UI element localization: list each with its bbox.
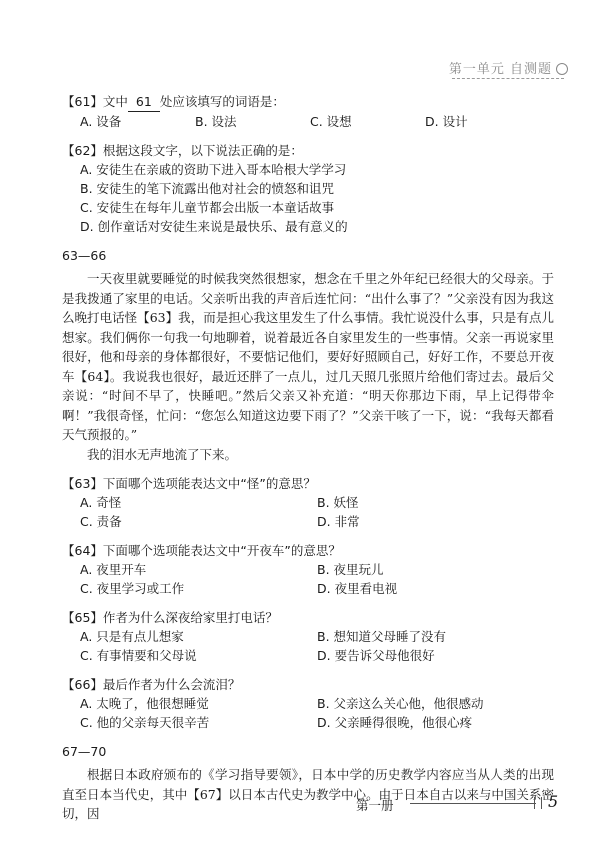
question-62-options (62, 160, 554, 236)
section-header-text: 第一单元 自测题 (448, 62, 552, 77)
question-range-67-70: 67—70 (62, 744, 107, 759)
question-61-stem: 【61】文中 61 处应该填写的词语是： (62, 92, 554, 112)
option: D. 父亲睡得很晚，他很心疼 (317, 715, 473, 730)
circle-icon (556, 63, 568, 75)
option: B. 夜里玩儿 (317, 562, 384, 577)
option: A. 设备 (80, 114, 122, 129)
question-65-stem: 【65】作者为什么深夜给家里打电话？ (62, 610, 278, 625)
question-63-options (62, 493, 554, 531)
question-range-63-66: 63—66 (62, 248, 107, 263)
header-rule (452, 78, 564, 79)
question-62 (62, 141, 554, 236)
question-64-options (62, 560, 554, 598)
option: C. 夜里学习或工作 (80, 581, 185, 596)
question-65-options (62, 627, 554, 665)
question-65 (62, 608, 554, 665)
option: A. 夜里开车 (80, 562, 147, 577)
option: A. 奇怪 (80, 495, 122, 510)
footer-bar-mark (534, 797, 542, 809)
question-63-stem: 【63】下面哪个选项能表达文中“怪”的意思？ (62, 476, 316, 491)
question-61-options (62, 112, 554, 131)
passage-paragraph: 根据日本政府颁布的《学习指导要领》，日本中学的历史教学内容应当从人类的出现直至日本当代史，其中【67】以日本古代史为教学中心。由于日本自古以来与中国关系密切，因 (62, 767, 554, 821)
footer-volume-label: 第一册 (356, 798, 394, 813)
option: A. 太晚了，他很想睡觉 (80, 696, 209, 711)
question-64 (62, 541, 554, 598)
page-content (62, 92, 554, 824)
question-66 (62, 675, 554, 732)
option: A. 安徒生在亲戚的资助下进入哥本哈根大学学习 (80, 162, 347, 177)
option: B. 想知道父母睡了没有 (317, 629, 447, 644)
passage-paragraph: 一天夜里就要睡觉的时候我突然很想家，想念在千里之外年纪已经很大的父母亲。于是我拨通了家里的电话。父亲听出我的声音后连忙问：“出什么事了？”父亲没有因为我这么晚打电话怪【63】我，而是担心我这里发生了什么事情。我忙说没什么事，只是有点儿想家。我们俩你一句我一句地聊着，说着最近各自家里发生的一些事情。父亲一再说家里很好，他和母亲的身体都很好，不要惦记他们，要好好照顾自己，好好工作，不要总开夜车【64】。我说我也很好，最近还胖了一点儿，过几天照几张照片给他们寄过去。最后父亲说：“时间不早了，快睡吧。”然后父亲又补充道：“明天你那边下雨，早上记得带伞啊！”我很奇怪，忙问：“您怎么知道这边要下雨了？”父亲干咳了一下，说：“我每天都看天气预报的。” (62, 271, 554, 442)
section-header (449, 58, 568, 77)
page-number: 5 (548, 792, 559, 811)
option: C. 责备 (80, 514, 122, 529)
option: C. 设想 (310, 114, 352, 129)
question-66-stem: 【66】最后作者为什么会流泪？ (62, 677, 241, 692)
option: C. 有事情要和父母说 (80, 648, 197, 663)
option: D. 非常 (317, 514, 360, 529)
option: D. 夜里看电视 (317, 581, 398, 596)
option: D. 要告诉父母他很好 (317, 648, 435, 663)
option: B. 安徒生的笔下流露出他对社会的愤怒和诅咒 (80, 181, 335, 196)
option: C. 他的父亲每天很辛苦 (80, 715, 210, 730)
option: A. 只是有点儿想家 (80, 629, 184, 644)
option: C. 安徒生在每年儿童节都会出版一本童话故事 (80, 200, 335, 215)
option: B. 妖怪 (317, 495, 359, 510)
passage-paragraph: 我的泪水无声地流了下来。 (87, 446, 238, 462)
question-61 (62, 92, 554, 131)
option: D. 设计 (425, 114, 468, 129)
footer-rule (410, 803, 536, 804)
question-62-stem: 【62】根据这段文字，以下说法正确的是： (62, 143, 303, 158)
question-64-stem: 【64】下面哪个选项能表达文中“开夜车”的意思？ (62, 543, 341, 558)
question-63 (62, 474, 554, 531)
question-66-options (62, 694, 554, 732)
blank-61: 61 (128, 92, 160, 112)
option: B. 父亲这么关心他，他很感动 (317, 696, 484, 711)
option: D. 创作童话对安徒生来说是最快乐、最有意义的 (80, 219, 348, 234)
option: B. 设法 (195, 114, 237, 129)
